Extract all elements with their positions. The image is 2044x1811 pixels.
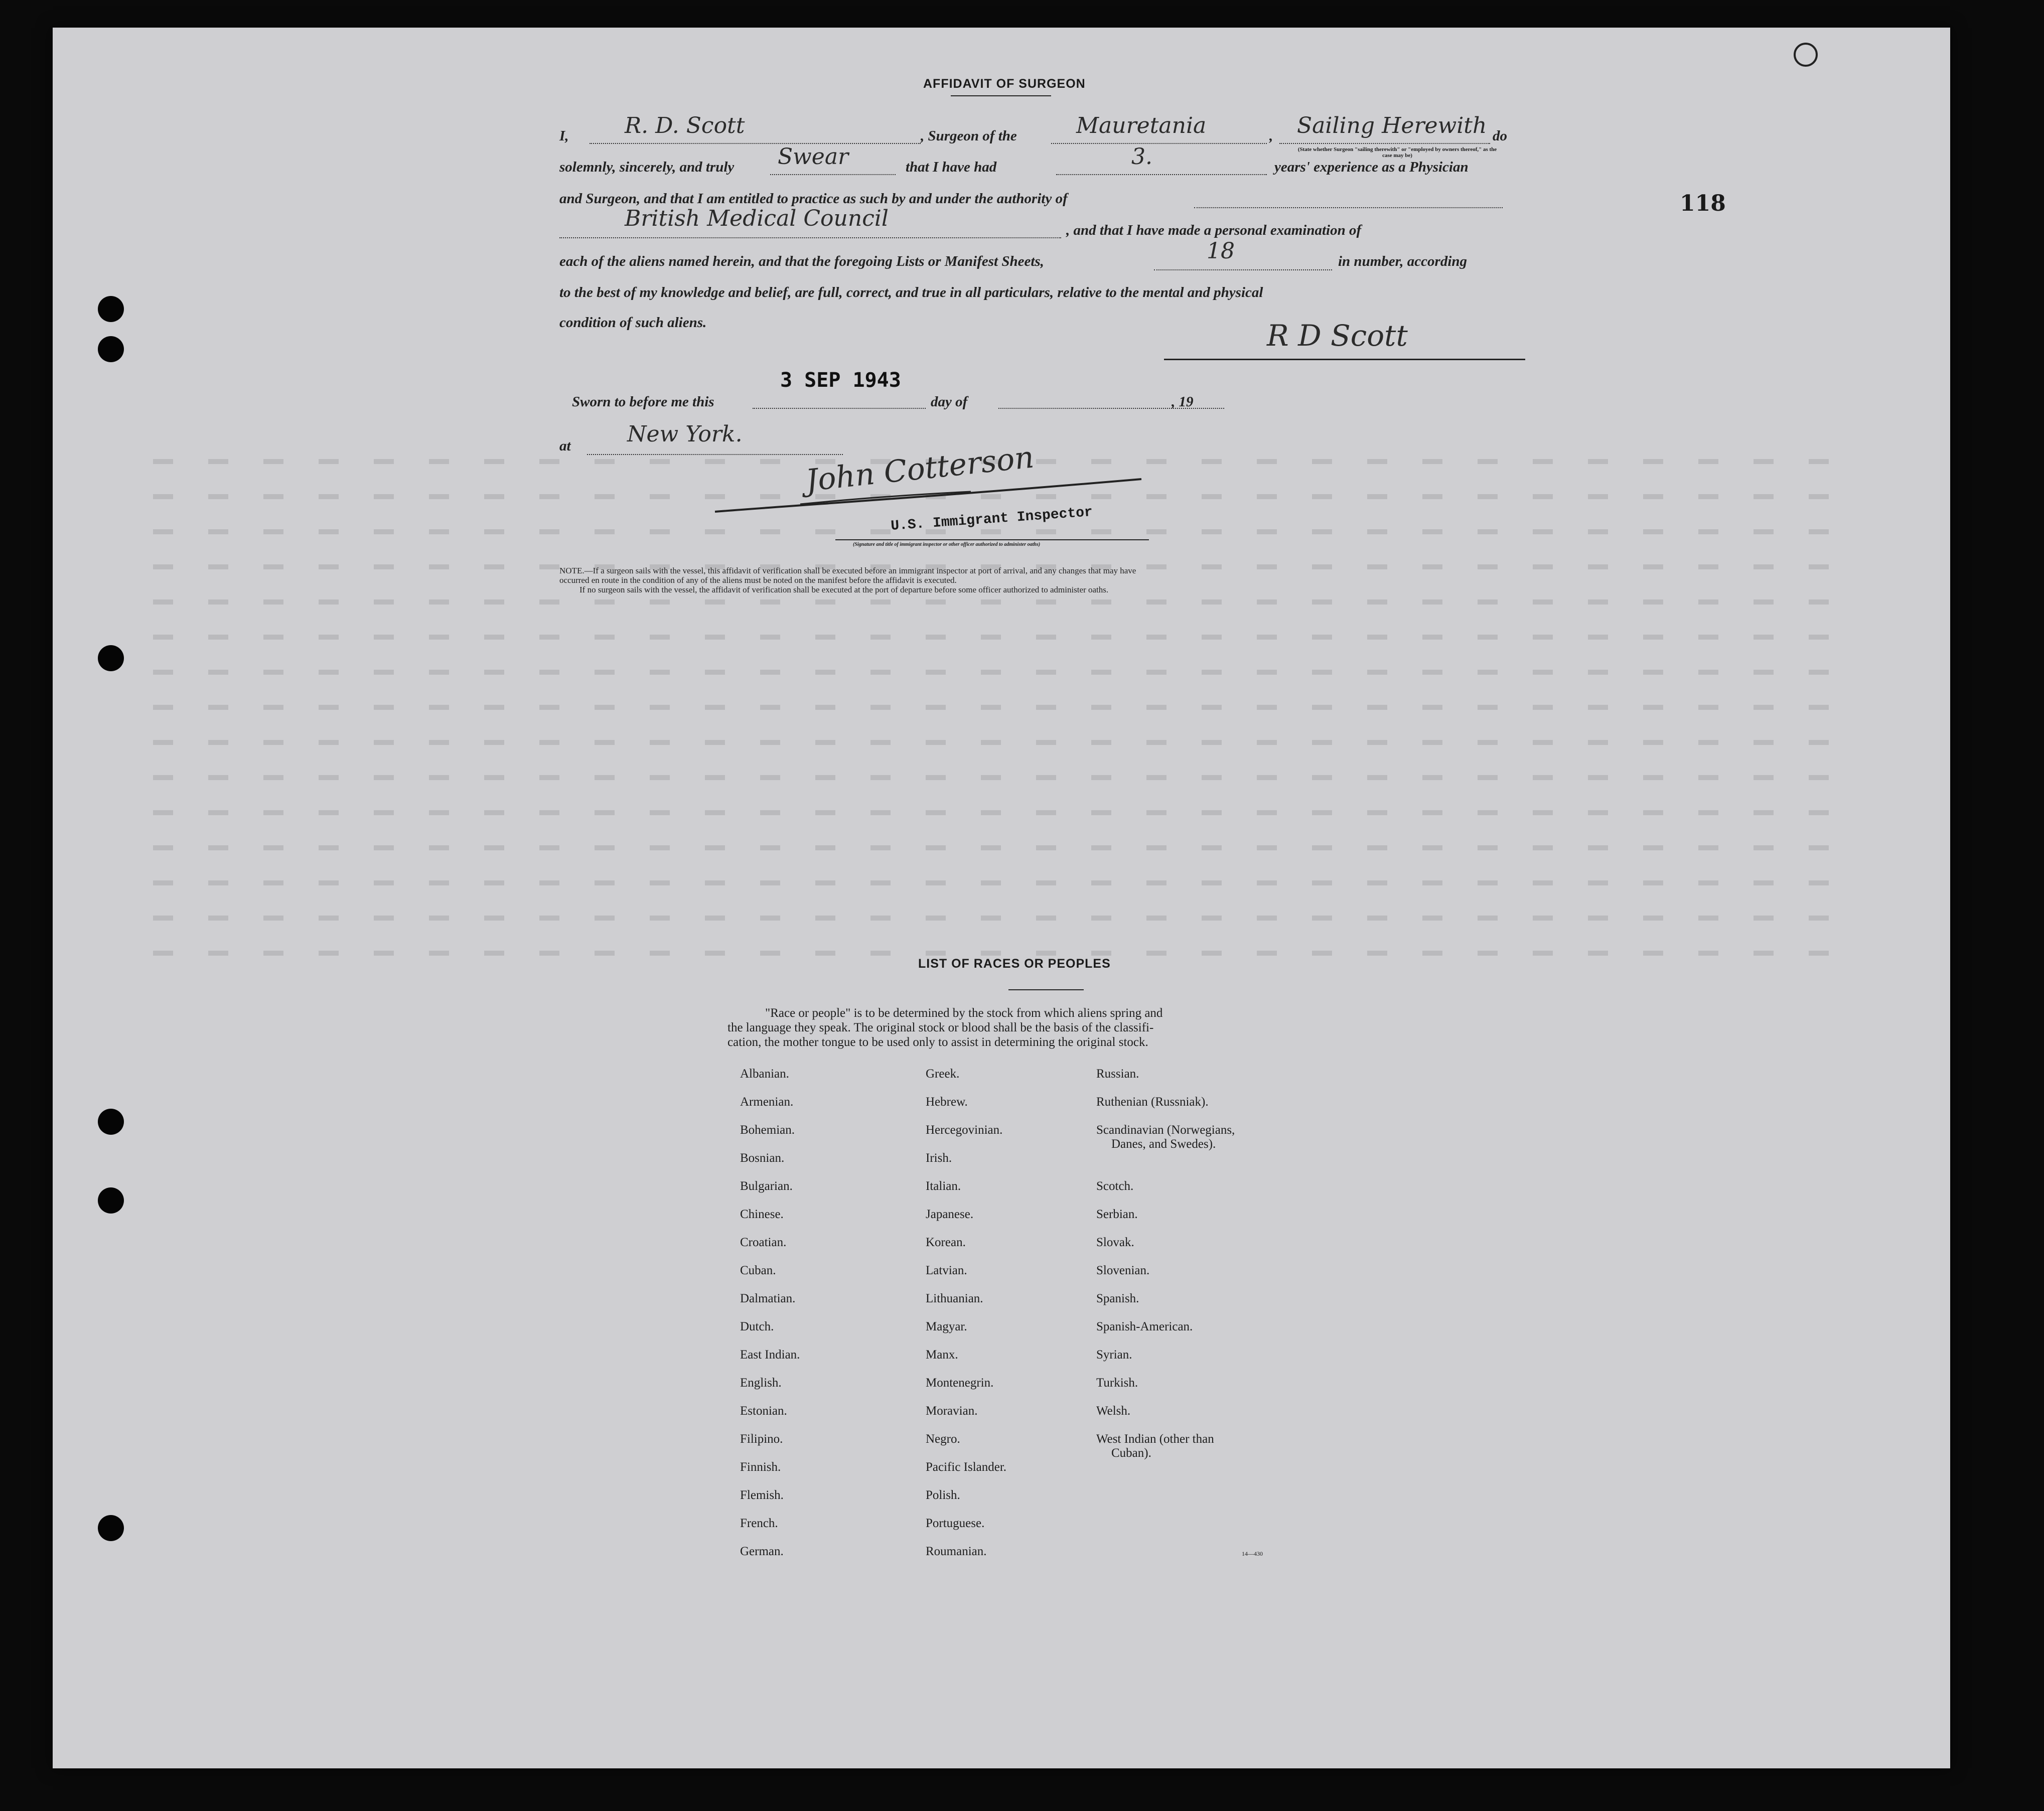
note-block <box>559 566 1528 594</box>
years-field <box>1056 154 1267 175</box>
race-item: Portuguese. <box>926 1517 985 1530</box>
punch-hole <box>98 645 124 671</box>
race-item: Moravian. <box>926 1404 978 1418</box>
line2-solemnly: solemnly, sincerely, and truly <box>559 159 735 175</box>
line7-text: condition of such aliens. <box>559 315 707 331</box>
race-item: Estonian. <box>740 1404 787 1418</box>
line4-text: , and that I have made a personal examination of <box>1066 222 1362 238</box>
form-number: 14—430 <box>1242 1550 1263 1557</box>
race-item: Slovenian. <box>1096 1264 1150 1277</box>
race-item: Negro. <box>926 1432 960 1446</box>
day-of: day of <box>931 394 968 410</box>
sworn-text: Sworn to before me this <box>572 394 714 410</box>
sheets-count: 18 <box>1207 238 1235 264</box>
race-item: Slovak. <box>1096 1236 1134 1249</box>
authority: British Medical Council <box>625 206 889 231</box>
race-item: Cuban). <box>1111 1446 1151 1460</box>
race-item: Hercegovinian. <box>926 1123 1003 1137</box>
race-item: Manx. <box>926 1348 958 1362</box>
race-item: Dutch. <box>740 1320 774 1333</box>
race-item: Spanish. <box>1096 1292 1139 1305</box>
race-item: Japanese. <box>926 1208 974 1221</box>
at-label: at <box>559 438 571 454</box>
line5-text-b: in number, according <box>1338 253 1468 269</box>
date-stamp: 3 SEP 1943 <box>780 369 901 392</box>
race-item: Greek. <box>926 1067 960 1081</box>
race-item: Dalmatian. <box>740 1292 796 1305</box>
punch-hole <box>98 336 124 362</box>
race-item: Montenegrin. <box>926 1376 994 1390</box>
ship-name: Mauretania <box>1076 113 1207 138</box>
race-item: Chinese. <box>740 1208 784 1221</box>
race-item: Turkish. <box>1096 1376 1138 1390</box>
note-line3: If no surgeon sails with the vessel, the affidavit of verification shall be executed at the port of departure before some officer authorized to administer oaths. <box>579 585 1109 594</box>
race-item: Bulgarian. <box>740 1179 793 1193</box>
race-item: Scandinavian (Norwegians, <box>1096 1123 1235 1137</box>
race-item: Filipino. <box>740 1432 783 1446</box>
line6-text: to the best of my knowledge and belief, are full, correct, and true in all particulars, relative to the mental and physical <box>559 284 1263 300</box>
inspector-caption: (Signature and title of immigrant inspector or other officer authorized to administer oaths) <box>853 542 1041 547</box>
note-line2: occurred en route in the condition of any of the aliens must be noted on the manifest before the affidavit is executed. <box>559 575 957 585</box>
race-item: Serbian. <box>1096 1208 1138 1221</box>
race-item: Latvian. <box>926 1264 967 1277</box>
race-item: Croatian. <box>740 1236 787 1249</box>
race-item: Korean. <box>926 1236 966 1249</box>
surgeon-signature: R D Scott <box>1267 319 1408 353</box>
bleed-through-header <box>193 88 1899 122</box>
sheet-number: 118 <box>1680 191 1726 216</box>
race-item: Danes, and Swedes). <box>1111 1137 1216 1151</box>
inspector-title: U.S. Immigrant Inspector <box>890 504 1093 535</box>
note-line1: NOTE.—If a surgeon sails with the vessel, this affidavit of verification shall be executed before an immigrant inspector at port of arrival, and any changes that may have <box>559 566 1136 575</box>
race-item: Spanish-American. <box>1096 1320 1193 1333</box>
oath-word: Swear <box>778 144 849 170</box>
manifest-sheet: 118 AFFIDAVIT OF SURGEON I, R. D. Scott , Surgeon of the Mauretania , Sailing Herewith do (State whether Surgeon "sailing therewith" or "employed by owners thereof," as the case may be) solemnly, sincerely, and truly Swear that I have had 3. years' experience as a Physician and Surgeon, and that I am entitled to practice as such by and under the authority of British Medical Council , and that I have made a personal examination of each of the aliens named herein, and that the foregoing Lists or Manifest Sheets, 18 in number, according to the best of my knowledge and belief, are full, correct, and true in all particulars, relative to the mental and physical condition of such aliens. R D Scott Sworn to before me this 3 SEP 1943 day of , 19 at New York. John Cotterson U.S. Immigrant Inspector (Signature and title of immigrant inspector or other officer authorized to administer oaths) NOTE.—If a surgeon sails with the vessel, this affidavit of verification shall be executed before an immigrant inspector at port of arrival, and any changes that may have occurred en route in the condition of any of the aliens must be noted on the manifest before the affidavit is executed. If no surgeon sails with the vessel, the affidavit of verification shall be executed at the port of departure before some officer authorized to administer oaths. LIST OF RACES OR PEOPLES "Race or people" is to be determined by the stock from which aliens spring and the language they speak. The original stock or blood shall be the basis of the classifi- cation, the mother tongue to be used only to assist in determining the original stock. Albanian. Armenian. Bohemian. Bosnian. Bulgarian. Chinese. Croatian. Cuban. Dalmatian. Dutch. East Indian. English. Estonian. Filipino. Finnish. Flemish. French. German. Greek. Hebrew. Hercegovinian. Irish. Italian. Japanese. Korean. Latvian. Lithuanian. Magyar. Manx. Montenegrin. Moravian. Negro. Pacific Islander. Polish. Portuguese. Roumanian. Russian. Ruthenian (Russniak). Scandinavian (Norwegians, Danes, and Swedes). Scotch. Serbian. Slovak. Slovenian. Spanish. Spanish-American. Syrian. Turkish. Welsh. West Indian (other than Cuban). 14—430 <box>53 28 1950 1768</box>
race-item: Albanian. <box>740 1067 789 1081</box>
line1-i: I, <box>559 128 569 144</box>
race-item: Irish. <box>926 1151 952 1165</box>
race-item: Roumanian. <box>926 1545 987 1558</box>
race-item: Syrian. <box>1096 1348 1132 1362</box>
race-item: Lithuanian. <box>926 1292 983 1305</box>
authority-field-a <box>1194 187 1503 208</box>
race-item: Bohemian. <box>740 1123 795 1137</box>
affidavit-title: AFFIDAVIT OF SURGEON <box>923 77 1086 91</box>
race-item: English. <box>740 1376 782 1390</box>
race-item: Scotch. <box>1096 1179 1134 1193</box>
race-item: Italian. <box>926 1179 961 1193</box>
race-item: Hebrew. <box>926 1095 968 1109</box>
race-item: Flemish. <box>740 1488 784 1502</box>
race-item: French. <box>740 1517 778 1530</box>
race-item: Russian. <box>1096 1067 1139 1081</box>
place: New York. <box>627 421 743 447</box>
race-item: Bosnian. <box>740 1151 785 1165</box>
line3-text: and Surgeon, and that I am entitled to practice as such by and under the authority of <box>559 191 1068 207</box>
corner-mark <box>1794 43 1818 67</box>
races-title: LIST OF RACES OR PEOPLES <box>918 957 1111 971</box>
race-item: Finnish. <box>740 1460 781 1474</box>
surgeon-name: R. D. Scott <box>625 113 745 138</box>
race-item: Cuban. <box>740 1264 776 1277</box>
race-item: Pacific Islander. <box>926 1460 1007 1474</box>
line1-do: do <box>1493 128 1507 144</box>
race-item: Polish. <box>926 1488 960 1502</box>
race-item: Magyar. <box>926 1320 967 1333</box>
race-item: German. <box>740 1545 784 1558</box>
line1-surgeon-of: , Surgeon of the <box>921 128 1017 144</box>
punch-hole <box>98 1515 124 1541</box>
race-item: Welsh. <box>1096 1404 1131 1418</box>
sworn-date-field <box>753 393 926 409</box>
inspector-signature: John Cotterson <box>804 439 1036 499</box>
race-item: East Indian. <box>740 1348 800 1362</box>
race-item: Armenian. <box>740 1095 794 1109</box>
race-item: West Indian (other than <box>1096 1432 1214 1446</box>
state-note: (State whether Surgeon "sailing therewith" or "employed by owners thereof," as the case may be) <box>1297 146 1497 159</box>
sailing-status: Sailing Herewith <box>1297 113 1487 138</box>
punch-hole <box>98 296 124 322</box>
punch-hole <box>98 1187 124 1214</box>
line5-text-a: each of the aliens named herein, and that the foregoing Lists or Manifest Sheets, <box>559 253 1044 269</box>
year-prefix: , 19 <box>1172 394 1194 410</box>
line2-experience: years' experience as a Physician <box>1274 159 1469 175</box>
sheets-field <box>1154 249 1332 270</box>
years-value: 3. <box>1131 144 1152 170</box>
races-intro: "Race or people" is to be determined by the stock from which aliens spring and the language they speak. The original stock or blood shall be the basis of the classifi- cation, the mother tongue to be used only to assist in determining the original stock. <box>727 1006 1163 1049</box>
race-item: Ruthenian (Russniak). <box>1096 1095 1209 1109</box>
line2-that: that I have had <box>906 159 997 175</box>
punch-hole <box>98 1109 124 1135</box>
